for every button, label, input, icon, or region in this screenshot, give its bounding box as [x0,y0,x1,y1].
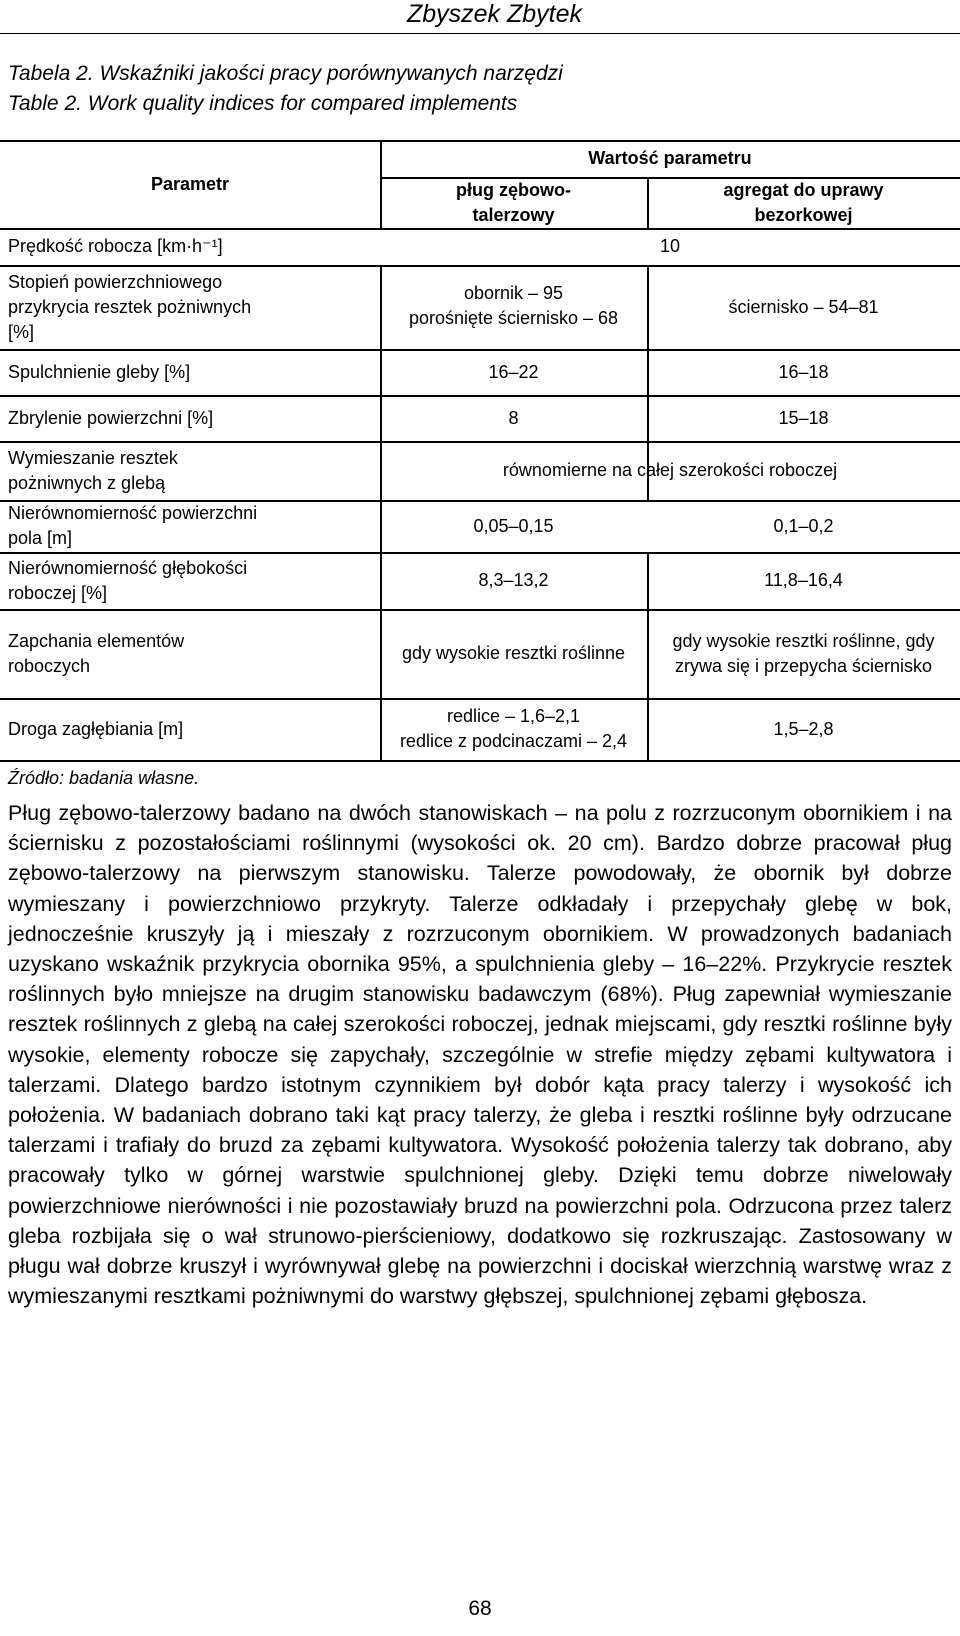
param-nierownomiernosc-pola: Nierównomierność powierzchni pola [m] [8,503,258,548]
header-plug: pług zębowo-talerzowy [456,179,571,225]
page-number: 68 [468,1597,492,1620]
param-nierownomiernosc-glebokosci: Nierównomierność głębokości roboczej [%] [8,557,248,603]
value-droga-plug-b: redlice z podcinaczami – 2,4 [399,731,628,751]
header-agregat: agregat do uprawy bezorkowej [723,179,884,225]
value-przykrycie-agregat: ściernisko – 54–81 [728,296,879,317]
value-spulchnienie-plug: 16–22 [488,361,539,382]
table-source: Źródło: badania własne. [8,768,200,788]
value-zapchania-agregat: gdy wysokie resztki roślinne, gdy zrywa się i przepycha ściernisko [672,630,935,676]
param-zbrylenie: Zbrylenie powierzchni [%] [8,407,214,428]
value-nierownomiernosc-pola-agregat: 0,1–0,2 [773,515,834,536]
value-nierownomiernosc-glebokosci-agregat: 11,8–16,4 [764,570,843,590]
param-zapchania: Zapchania elementów roboczych [8,630,185,676]
value-wymieszanie: równomierne na całej szerokości roboczej [502,460,838,480]
param-droga: Droga zagłębiania [m] [8,718,184,739]
param-przykrycie: Stopień powierzchniowego przykrycia resztek pożniwnych [%] [8,271,252,342]
value-spulchnienie-agregat: 16–18 [778,361,829,382]
value-droga-agregat: 1,5–2,8 [773,718,834,739]
param-wymieszanie: Wymieszanie resztek pożniwnych z glebą [8,447,178,493]
value-zbrylenie-plug: 8 [508,407,519,428]
value-zapchania-plug: gdy wysokie resztki roślinne [401,643,626,663]
value-nierownomiernosc-glebokosci-plug: 8,3–13,2 [478,570,549,590]
header-parametr: Parametr [150,173,230,194]
value-nierownomiernosc-pola-plug: 0,05–0,15 [473,515,554,536]
value-predkosc: 10 [659,236,681,256]
body-paragraph: Pług zębowo-talerzowy badano na dwóch stanowiskach – na polu z rozrzuconym obornikiem i na ściernisku z pozostałościami roślinnymi (wysokości ok. 20 cm). Bardzo dobrze pracował pług zębowo-talerzowy na pierwszym stanowisku. Talerze powodowały, że obornik był dobrze wymieszany i powierzchniowo przykryty. Talerze odkładały i przepychały glebę w bok, jednocześnie kruszyły ją i mieszały z rozrzuconym obornikiem. W prowadzonych badaniach uzyskano wskaźnik przykrycia obornika 95%, a spulchnienia gleby – 16–22%. Przykrycie resztek roślinnych było mniejsze na drugim stanowisku badawczym (68%). Pług zapewniał wymieszanie resztek roślinnych z glebą na całej szerokości roboczej, jednak miejscami, gdy resztki roślinne były wysokie, elementy robocze się zapychały, szczególnie w strefie między zębami kultywatora i talerzami. Dlatego bardzo istotnym czynnikiem był dobór kąta pracy talerzy i wysokość ich położenia. W badaniach dobrano taki kąt pracy talerzy, że gleba i resztki roślinne były odrzucane talerzami i trafiały do bruzd za zębami kultywatora. Wysokość położenia talerzy tak dobrano, aby pracowały tylko w górnej warstwie spulchnionej gleby. Dzięki temu dobrze niwelowały powierzchniowe nierówności i nie pozostawiały bruzd na powierzchni pola. Odrzucona przez talerz gleba rozbijała się o wał strunowo-pierścieniowy, dodatkowo się rozkruszając. Zastosowany w pługu wał dobrze kruszył i wyrównywał glebę na powierzchni i dociskał wierzchnią warstwę wraz z wymieszanymi resztkami pożniwnymi do warstwy głębszej, spulchnionej zębami głębosza. [8,801,952,1309]
value-droga-plug-a: redlice – 1,6–2,1 [446,706,581,726]
table-caption-en: Table 2. Work quality indices for compared implements [8,92,518,115]
header-wartosc: Wartość parametru [588,148,752,168]
param-spulchnienie: Spulchnienie gleby [%] [8,361,191,382]
table-caption-pl: Tabela 2. Wskaźniki jakości pracy porównywanych narzędzi [8,62,563,85]
rule-bottom [0,760,960,762]
value-przykrycie-plug-b: porośnięte ściernisko – 68 [408,308,619,328]
param-predkosc: Prędkość robocza [km·h⁻¹] [8,236,223,256]
value-zbrylenie-agregat: 15–18 [778,407,829,428]
quality-table [0,140,960,760]
running-header [0,0,960,34]
header-author: Zbyszek Zbytek [406,0,582,28]
value-przykrycie-plug-a: obornik – 95 [463,283,564,303]
